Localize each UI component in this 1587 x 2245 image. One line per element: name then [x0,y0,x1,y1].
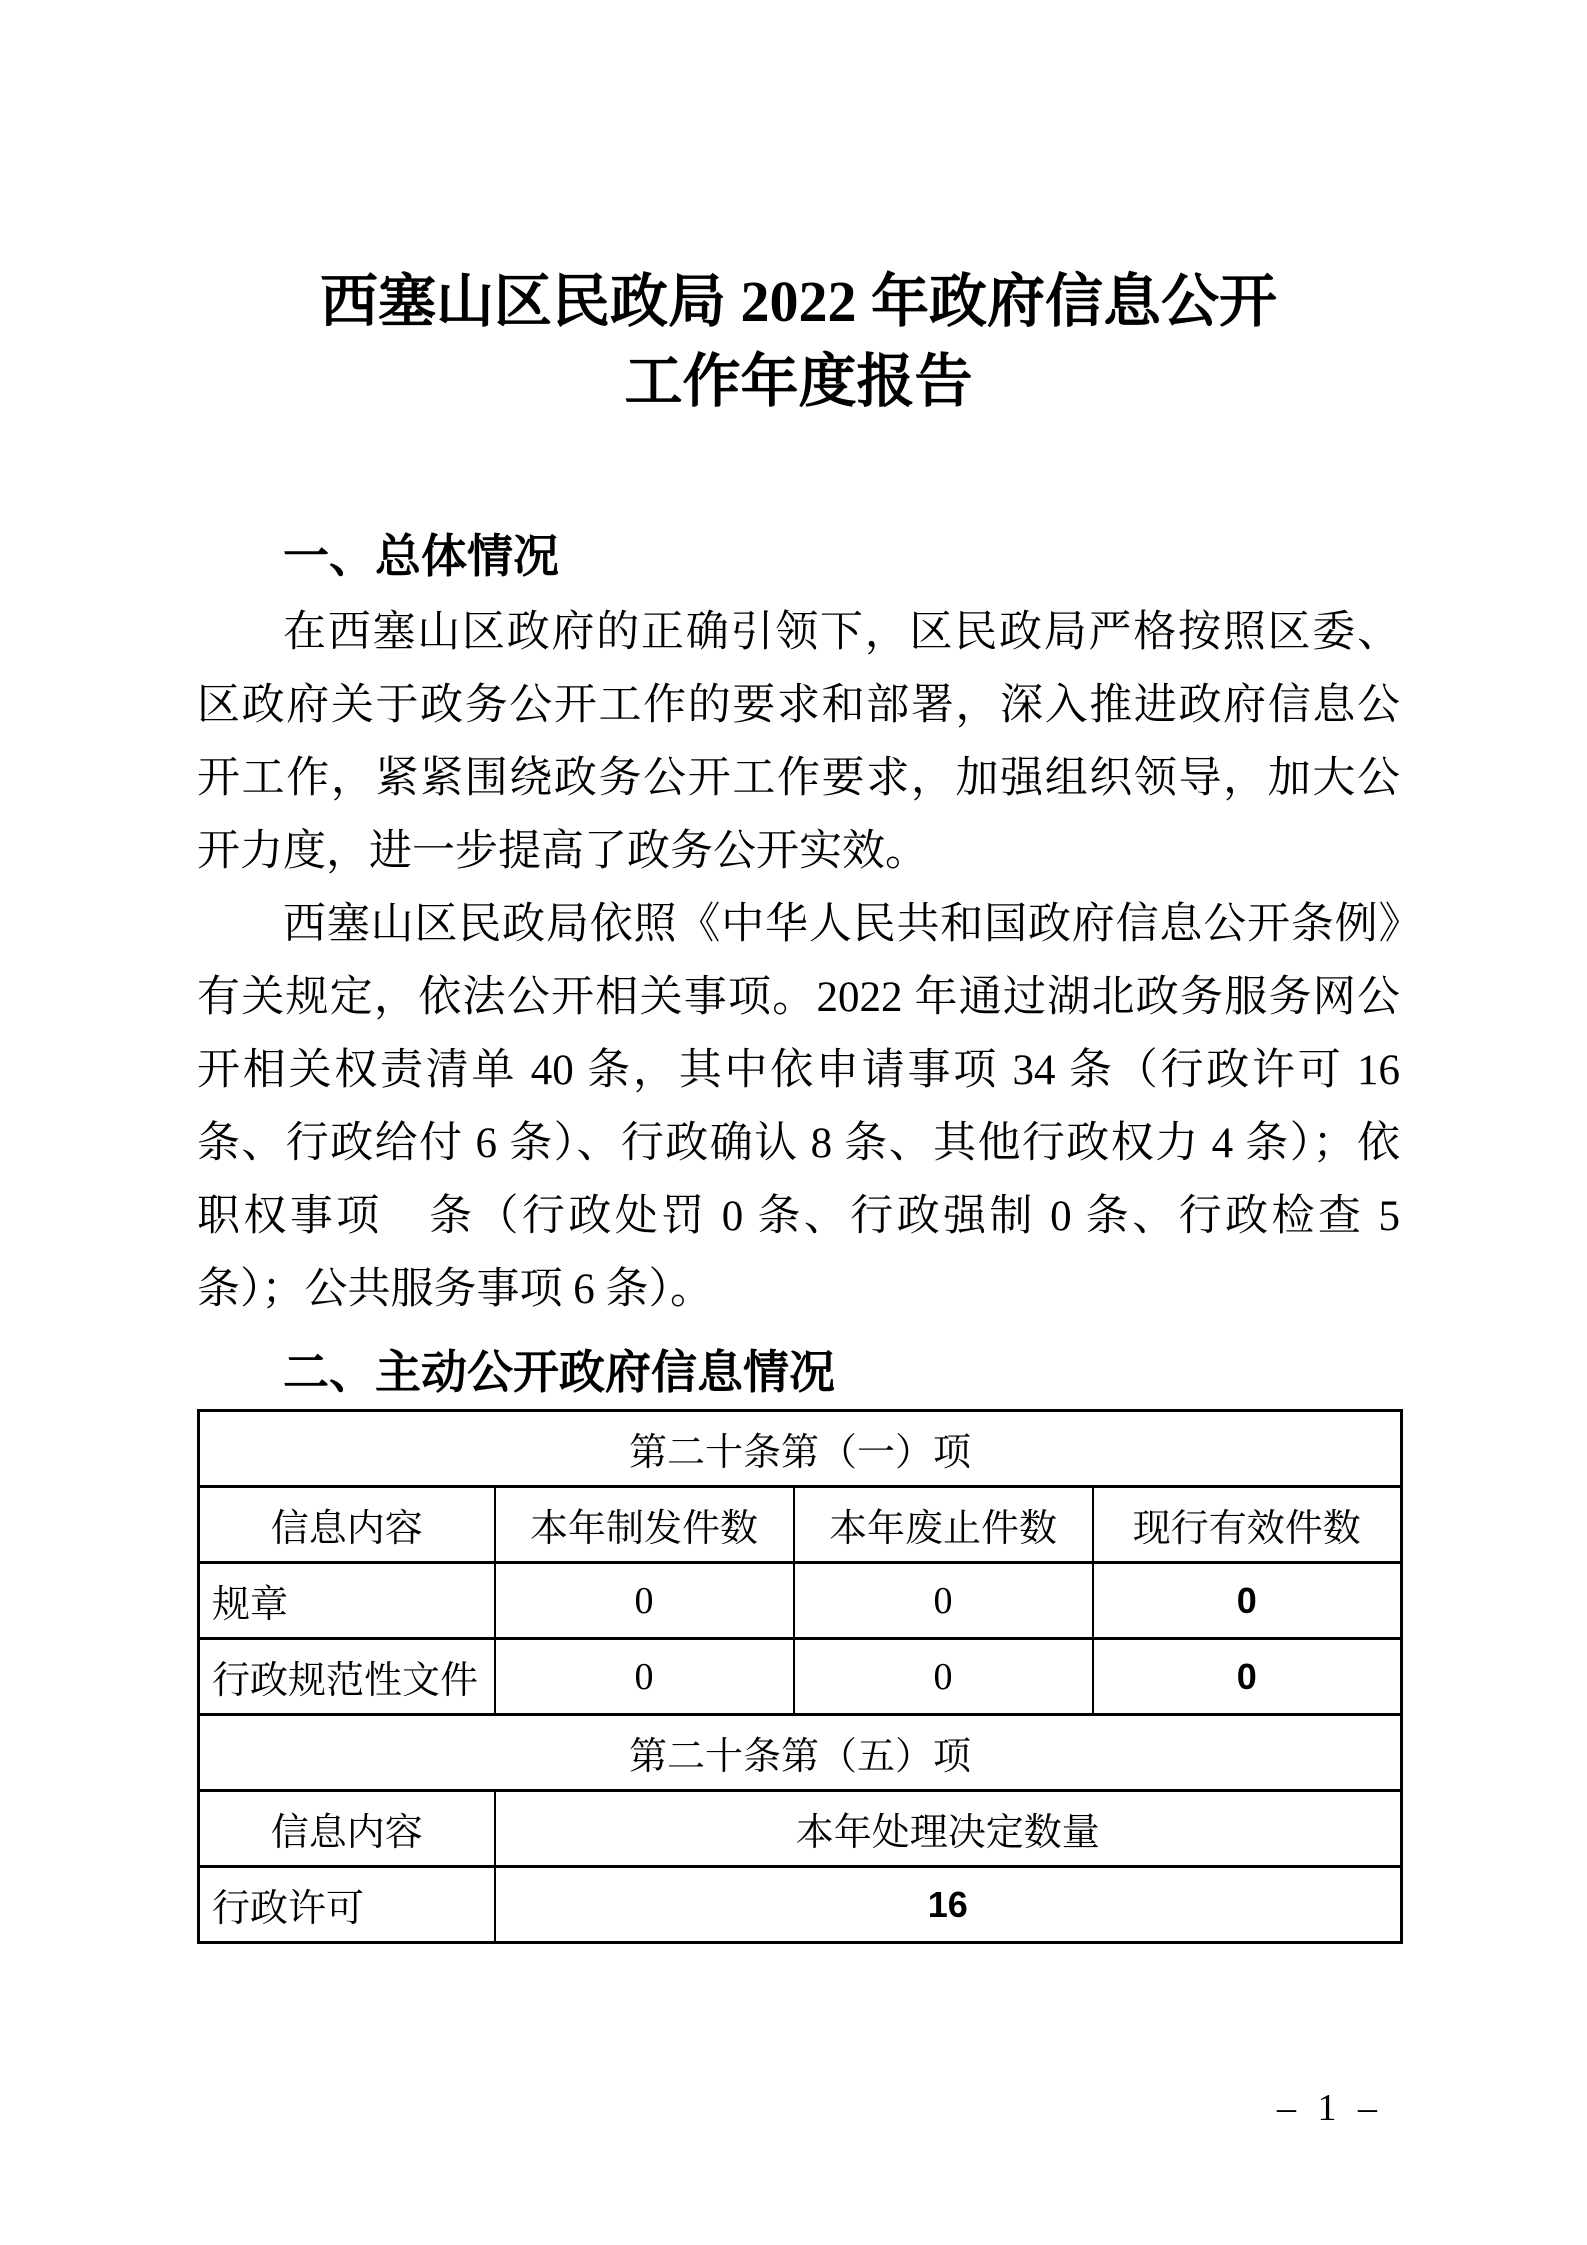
table-row-normative-documents [199,1639,1402,1715]
table-row-admin-license [199,1867,1402,1943]
section1-heading: 一、总体情况 [283,530,559,582]
row-label-regulations: 规章 [199,1563,495,1639]
table-part1-header-row [199,1487,1402,1563]
page-number: – 1 – [1277,2087,1383,2129]
document-title-line2: 工作年度报告 [624,349,973,414]
table-part1-title-row [199,1411,1402,1487]
table-row-regulations [199,1563,1402,1639]
document-title [197,0,1400,422]
section2-heading: 二、主动公开政府信息情况 [283,1346,835,1398]
table-part2-title: 第二十条第（五）项 [199,1715,1402,1791]
admin-license-decisions-count: 16 [495,1867,1402,1943]
col-header-valid-count: 现行有效件数 [1093,1487,1402,1563]
document-title-line1: 西塞山区民政局 2022 年政府信息公开 [319,269,1277,334]
table-part2-title-row [199,1715,1402,1791]
row-label-admin-license: 行政许可 [199,1867,495,1943]
section1-paragraph1: 在西塞山区政府的正确引领下，区民政局严格按照区委、区政府关于政务公开工作的要求和部署，深入推进政府信息公开工作，紧紧围绕政务公开工作要求，加强组织领导，加大公开力度，进一步提高了政务公开实效。 [197,609,1400,875]
regulations-issued-count: 0 [495,1563,794,1639]
col-header-info-content-2: 信息内容 [199,1791,495,1867]
normative-abolished-count: 0 [794,1639,1093,1715]
col-header-info-content: 信息内容 [199,1487,495,1563]
section1-paragraph2: 西塞山区民政局依照《中华人民共和国政府信息公开条例》有关规定，依法公开相关事项。2022 年通过湖北政务服务网公开相关权责清单 40 条，其中依申请事项 34 条（行政许可 16 条、行政给付 6 条）、行政确认 8 条、其他行政权力 4 条）；依职权事项 条（行政处罚 0 条、行政强制 0 条、行政检查 5 条）；公共服务事项 6 条）。 [197,901,1400,1313]
col-header-abolished-count: 本年废止件数 [794,1487,1093,1563]
table-part1-title: 第二十条第（一）项 [199,1411,1402,1487]
row-label-normative-documents: 行政规范性文件 [199,1639,495,1715]
info-disclosure-table [197,1409,1403,1944]
col-header-decisions-count: 本年处理决定数量 [495,1791,1402,1867]
col-header-issued-count: 本年制发件数 [495,1487,794,1563]
table-part2-header-row [199,1791,1402,1867]
regulations-valid-count: 0 [1093,1563,1402,1639]
normative-valid-count: 0 [1093,1639,1402,1715]
regulations-abolished-count: 0 [794,1563,1093,1639]
normative-issued-count: 0 [495,1639,794,1715]
